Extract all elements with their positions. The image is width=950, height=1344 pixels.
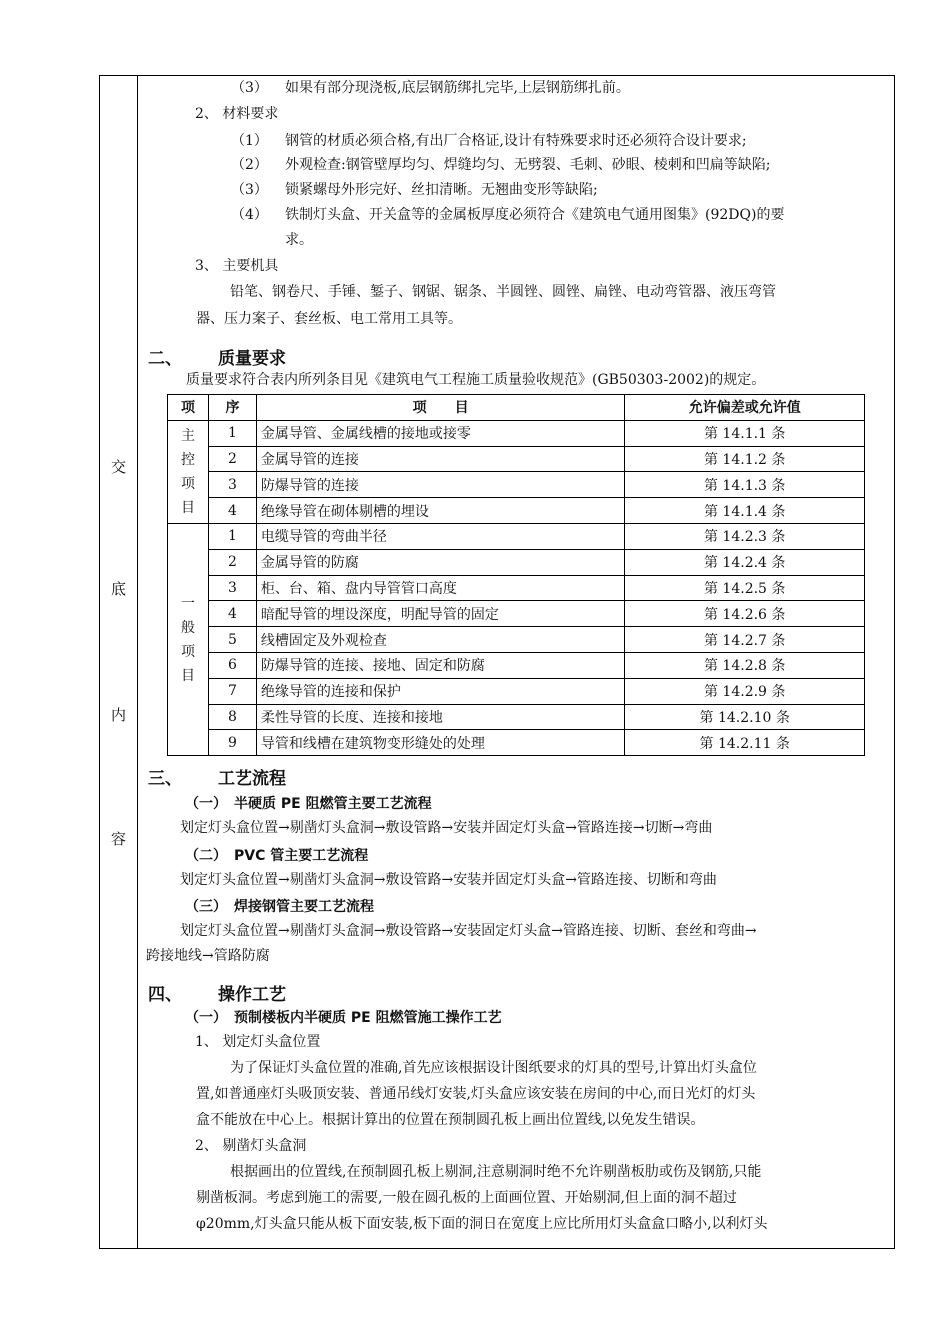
list-item: （1） 钢管的材质必须合格,有出厂合格证,设计有特殊要求时还必须符合设计要求; (231, 133, 747, 149)
side-label-column (100, 76, 138, 1248)
table-row (168, 704, 865, 730)
seq-cell: 2 (208, 549, 256, 575)
paragraph-heading: 2、 剔凿灯头盒洞 (195, 1138, 307, 1154)
table-row (168, 678, 865, 704)
table-row (168, 420, 865, 446)
seq-cell: 7 (208, 678, 256, 704)
table-header-row (168, 395, 865, 421)
column-header: 项 目 (256, 395, 625, 421)
item-cell: 线槽固定及外观检查 (256, 627, 625, 653)
value-cell: 第 14.2.11 条 (625, 730, 865, 756)
quality-table (167, 394, 865, 756)
seq-cell: 2 (208, 446, 256, 472)
paragraph-text: 置,如普通座灯头吸顶安装、普通吊线灯安装,灯头盒应该安装在房间的中心,而日光灯的灯头 (196, 1086, 756, 1102)
process-flow-text: 跨接地线→管路防腐 (146, 948, 270, 964)
process-flow-text: 划定灯头盒位置→剔凿灯头盒洞→敷设管路→安装并固定灯头盒→管路连接→切断→弯曲 (180, 820, 713, 836)
value-cell: 第 14.2.7 条 (625, 627, 865, 653)
seq-cell: 5 (208, 627, 256, 653)
value-cell: 第 14.2.10 条 (625, 704, 865, 730)
subsection-title: （一） 预制楼板内半硬质 PE 阻燃管施工操作工艺 (185, 1010, 502, 1026)
item-cell: 绝缘导管在砌体剔槽的埋设 (256, 498, 625, 524)
item-cell: 绝缘导管的连接和保护 (256, 678, 625, 704)
table-row (168, 601, 865, 627)
group-label-general: 一般项目 (168, 523, 209, 755)
item-cell: 防爆导管的连接、接地、固定和防腐 (256, 652, 625, 678)
document-frame (99, 75, 895, 1249)
seq-cell: 1 (208, 523, 256, 549)
value-cell: 第 14.1.2 条 (625, 446, 865, 472)
side-label-char: 容 (110, 830, 126, 848)
table-row (168, 498, 865, 524)
item-cell: 暗配导管的埋设深度，明配导管的固定 (256, 601, 625, 627)
paragraph-text: 根据画出的位置线,在预制圆孔板上剔洞,注意剔洞时绝不允许剔凿板肋或伤及钢筋,只能 (230, 1164, 762, 1180)
list-item: （3） 如果有部分现浇板,底层钢筋绑扎完毕,上层钢筋绑扎前。 (231, 80, 630, 96)
process-flow-text: 划定灯头盒位置→剔凿灯头盒洞→敷设管路→安装固定灯头盒→管路连接、切断、套丝和弯曲→ (180, 923, 757, 939)
value-cell: 第 14.2.8 条 (625, 652, 865, 678)
item-cell: 金属导管的防腐 (256, 549, 625, 575)
item-cell: 防爆导管的连接 (256, 472, 625, 498)
tools-text: 器、压力案子、套丝板、电工常用工具等。 (196, 311, 462, 327)
list-item: （2） 外观检查:钢管壁厚均匀、焊缝均匀、无劈裂、毛刺、砂眼、棱刺和凹扁等缺陷; (231, 157, 771, 173)
value-cell: 第 14.2.6 条 (625, 601, 865, 627)
table-row (168, 652, 865, 678)
table-row (168, 472, 865, 498)
paragraph-text: φ20mm,灯头盒只能从板下面安装,板下面的洞日在宽度上应比所用灯头盒盒口略小,以利灯头 (196, 1216, 768, 1232)
tools-heading: 3、 主要机具 (195, 258, 279, 274)
process-flow-text: 划定灯头盒位置→剔凿灯头盒洞→敷设管路→安装并固定灯头盒→管路连接、切断和弯曲 (180, 872, 717, 888)
list-item: （3） 锁紧螺母外形完好、丝扣清晰。无翘曲变形等缺陷; (231, 182, 598, 198)
value-cell: 第 14.2.4 条 (625, 549, 865, 575)
table-row (168, 523, 865, 549)
item-cell: 柔性导管的长度、连接和接地 (256, 704, 625, 730)
item-cell: 柜、台、箱、盘内导管管口高度 (256, 575, 625, 601)
seq-cell: 3 (208, 575, 256, 601)
side-label-char: 内 (110, 706, 126, 724)
paragraph-text: 剔凿板洞。考虑到施工的需要,一般在圆孔板的上面画位置、开始剔洞,但上面的洞不超过 (196, 1190, 737, 1206)
column-header: 项 (168, 395, 209, 421)
value-cell: 第 14.1.1 条 (625, 420, 865, 446)
subsection-title: （三） 焊接钢管主要工艺流程 (185, 899, 374, 915)
column-header: 序 (208, 395, 256, 421)
table-row (168, 549, 865, 575)
subsection-title: （二） PVC 管主要工艺流程 (185, 848, 369, 864)
table-row (168, 575, 865, 601)
list-item: （4） 铁制灯头盒、开关盒等的金属板厚度必须符合《建筑电气通用图集》(92DQ)的要 (231, 207, 785, 223)
section-heading-process: 三、 工艺流程 (148, 769, 286, 789)
seq-cell: 4 (208, 498, 256, 524)
table-row (168, 446, 865, 472)
table-row (168, 730, 865, 756)
section-heading-quality: 二、 质量要求 (148, 349, 286, 369)
value-cell: 第 14.2.3 条 (625, 523, 865, 549)
item-cell: 金属导管、金属线槽的接地或接零 (256, 420, 625, 446)
item-cell: 金属导管的连接 (256, 446, 625, 472)
seq-cell: 1 (208, 420, 256, 446)
value-cell: 第 14.1.3 条 (625, 472, 865, 498)
side-label-char: 底 (110, 580, 126, 598)
section-heading-operation: 四、 操作工艺 (148, 985, 286, 1005)
value-cell: 第 14.2.5 条 (625, 575, 865, 601)
column-header: 允许偏差或允许值 (625, 395, 865, 421)
table-row (168, 627, 865, 653)
list-item-continuation: 求。 (285, 232, 313, 248)
side-label-char: 交 (110, 458, 126, 476)
value-cell: 第 14.1.4 条 (625, 498, 865, 524)
subsection-title: （一） 半硬质 PE 阻燃管主要工艺流程 (185, 796, 432, 812)
item-cell: 导管和线槽在建筑物变形缝处的处理 (256, 730, 625, 756)
quality-intro: 质量要求符合表内所列条目见《建筑电气工程施工质量验收规范》(GB50303-2002)的规定。 (186, 372, 766, 388)
item-cell: 电缆导管的弯曲半径 (256, 523, 625, 549)
materials-heading: 2、 材料要求 (195, 106, 279, 122)
paragraph-text: 盒不能放在中心上。根据计算出的位置在预制圆孔板上画出位置线,以免发生错误。 (196, 1112, 705, 1128)
group-label-main: 主控项目 (168, 420, 209, 523)
value-cell: 第 14.2.9 条 (625, 678, 865, 704)
tools-text: 铅笔、钢卷尺、手锤、錾子、钢锯、锯条、半圆锉、圆锉、扁锉、电动弯管器、液压弯管 (230, 284, 776, 300)
seq-cell: 3 (208, 472, 256, 498)
seq-cell: 9 (208, 730, 256, 756)
seq-cell: 8 (208, 704, 256, 730)
paragraph-text: 为了保证灯头盒位置的准确,首先应该根据设计图纸要求的灯具的型号,计算出灯头盒位 (230, 1060, 757, 1076)
seq-cell: 6 (208, 652, 256, 678)
paragraph-heading: 1、 划定灯头盒位置 (195, 1034, 321, 1050)
seq-cell: 4 (208, 601, 256, 627)
